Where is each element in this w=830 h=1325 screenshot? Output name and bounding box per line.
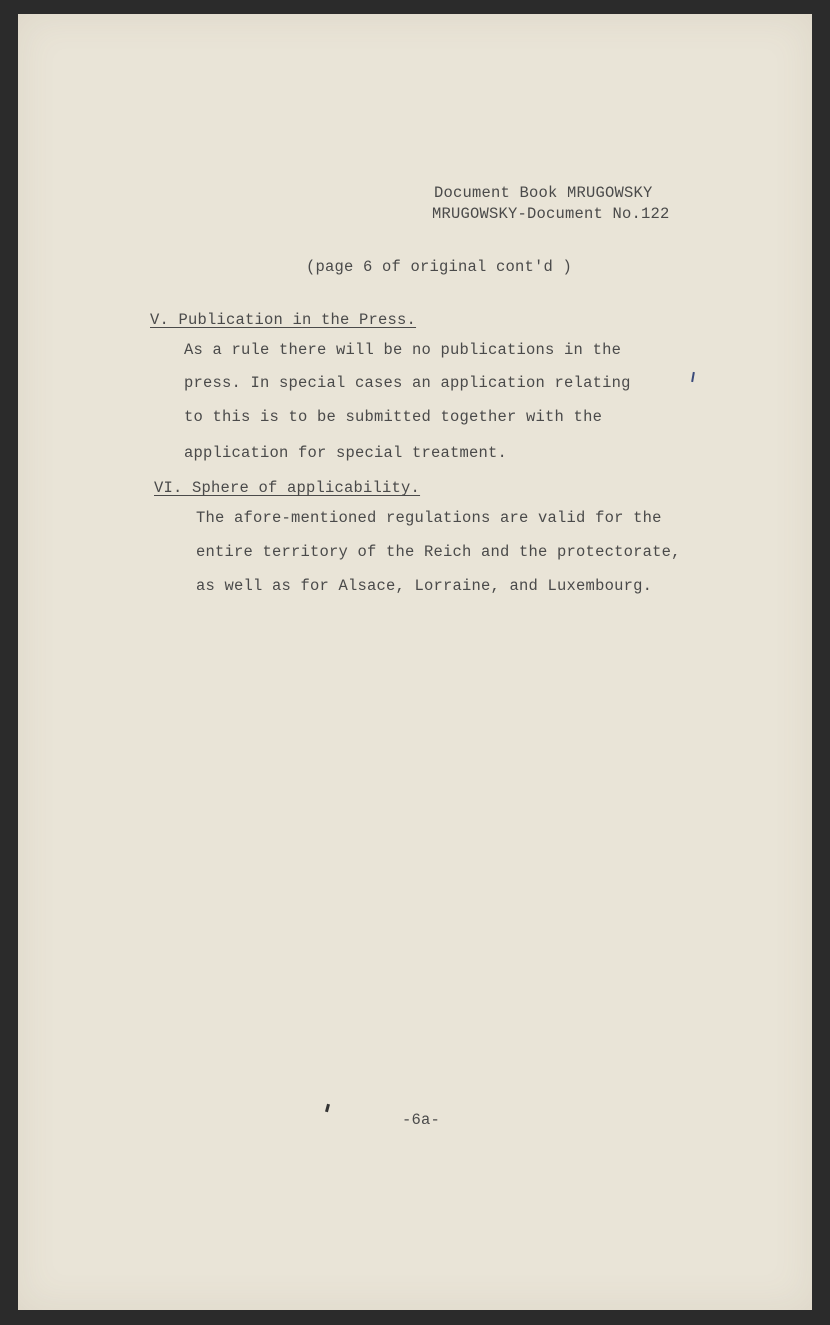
section-vi-heading: VI. Sphere of applicability.: [154, 479, 421, 497]
ink-speck: [325, 1104, 330, 1113]
margin-pen-mark: [691, 372, 695, 382]
section-v-line: As a rule there will be no publications in the: [184, 341, 622, 359]
document-number-header: MRUGOWSKY-Document No.122: [432, 205, 670, 223]
section-v-heading: V. Publication in the Press.: [150, 311, 417, 329]
section-v-line: application for special treatment.: [184, 444, 508, 462]
section-vi-line: The afore-mentioned regulations are valid for the: [196, 509, 662, 527]
section-vi-line: entire territory of the Reich and the protectorate,: [196, 543, 681, 561]
document-page: [18, 14, 812, 1310]
page-number: -6a-: [402, 1111, 441, 1129]
section-v-line: to this is to be submitted together with the: [184, 408, 603, 426]
section-v-line: press. In special cases an application relating: [184, 374, 631, 392]
section-vi-line: as well as for Alsace, Lorraine, and Luxembourg.: [196, 577, 653, 595]
document-book-header: Document Book MRUGOWSKY: [434, 184, 653, 202]
page-continuation-note: (page 6 of original cont'd ): [306, 258, 573, 276]
